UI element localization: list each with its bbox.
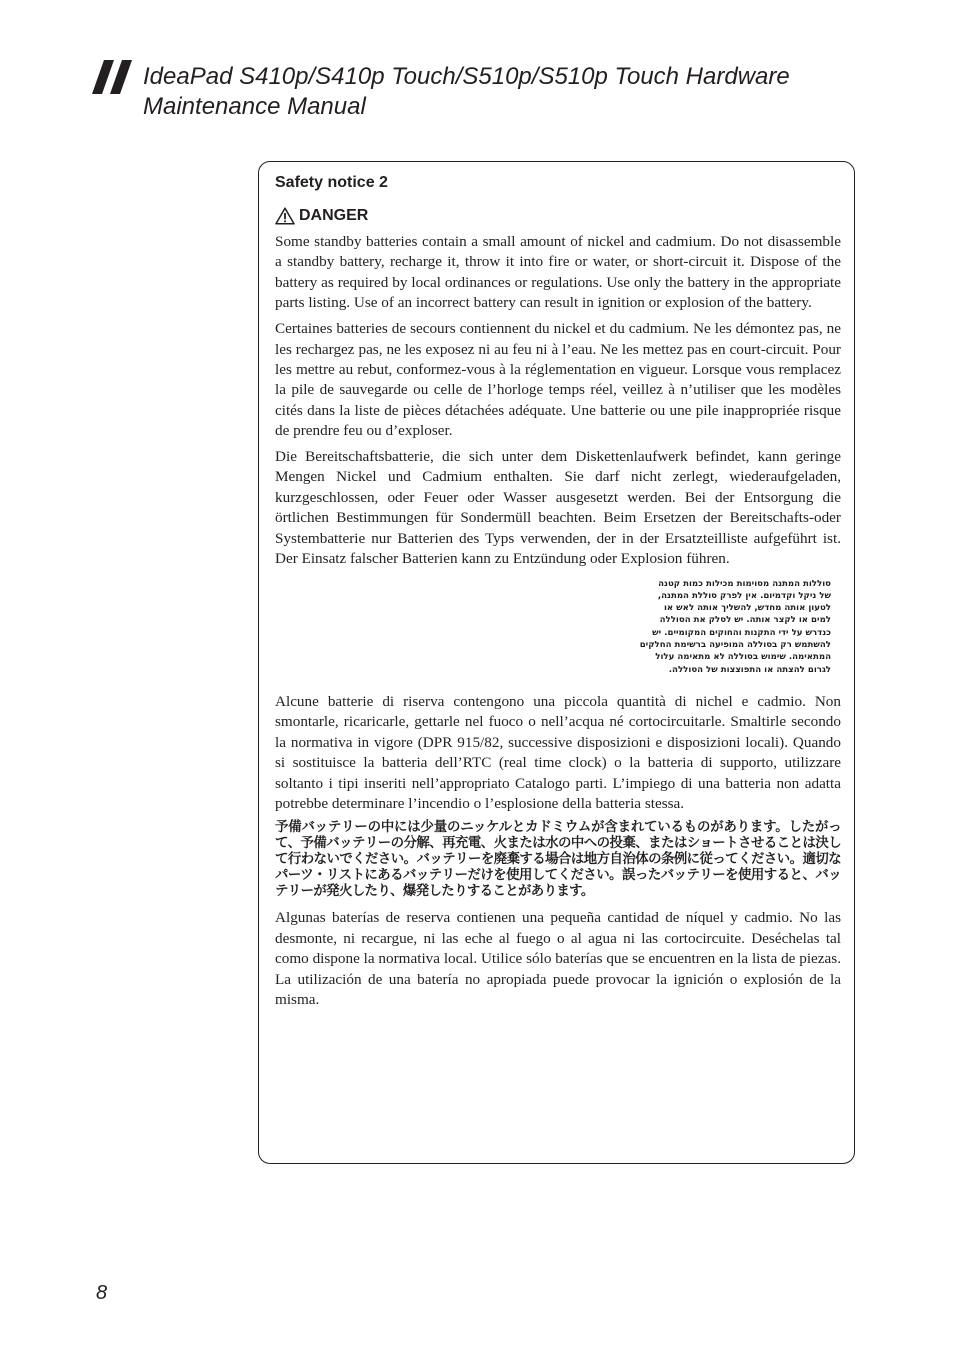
notice-paragraph-hebrew: [595, 578, 831, 676]
hebrew-line: למים או לקצר אותה. יש לסלק את הסוללה: [659, 615, 831, 626]
hebrew-line: לטעון אותה מחדש, להשליך אותה לאש או: [663, 603, 831, 614]
notice-paragraph-japanese: 予備バッテリーの中には少量のニッケルとカドミウムが含まれているものがあります。したがって、予備バッテリーの分解、再充電、火または水の中への投棄、またはショートさせることは決して行わないでください。バッテリーを廃棄する場合は地方自治体の条例に従ってください。適切なパーツ・リストにあるバッテリーだけを使用してください。誤ったバッテリーを使用すると、バッテリーが発火したり、爆発したりすることがあります。: [275, 820, 841, 899]
notice-paragraph-german: Die Bereitschaftsbatterie, die sich unter dem Diskettenlaufwerk befindet, kann geringe Mengen Nickel und Cadmium enthalten. Sie darf nicht zerlegt, wiederaufgeladen, kurzgeschlossen, oder Feuer oder Wasser ausgesetzt werden. Bei der Entsorgung die örtlichen Bestimmungen für Sondermüll beachten. Beim Ersetzen der Bereitschafts-oder Systembatterie nur Batterien des Typs verwenden, der in der Ersatzteilliste aufgeführt ist. Der Einsatz falscher Batterien kann zu Entzündung oder Explosion führen.: [275, 448, 841, 568]
hebrew-line: להשתמש רק בסוללה המופיעה ברשימת החלקים: [639, 639, 831, 650]
double-slash-logo-icon: [92, 60, 134, 94]
page-number: 8: [96, 1282, 108, 1304]
page-header-title: IdeaPad S410p/S410p Touch/S510p/S510p Touch Hardware Maintenance Manual: [143, 63, 790, 120]
danger-label: DANGER: [299, 207, 369, 224]
hebrew-line: כנדרש על ידי התקנות והחוקים המקומיים. יש: [652, 627, 831, 638]
danger-heading: [275, 205, 841, 227]
notice-paragraph-italian: Alcune batterie di riserva contengono una piccola quantità di nichel e cadmio. Non smontarle, ricaricarle, gettarle nel fuoco o nell’acqua né cortocircuitarle. Smaltirle secondo la normativa in vigore (DPR 915/82, successive disposizioni e disposizioni locali). Quando si sostituisce la batteria dell’RTC (real time clock) o la batteria di supporto, utilizzare soltanto i tipi inseriti nell’appropriato Catalogo parti. L’impiego di una batteria non adatta potrebbe determinare l’incendio o l’esplosione della batteria stessa.: [275, 692, 841, 812]
notice-paragraph-french: Certaines batteries de secours contiennent du nickel et du cadmium. Ne les démontez pas, ne les rechargez pas, ne les exposez ni au feu ni à l’eau. Ne les mettez pas en court-circuit. Pour les mettre au rebut, conformez-vous à la réglementation en vigueur. Lorsque vous remplacez la pile de sauvegarde ou celle de l’horloge temps réel, veillez à n’utiliser que les modèles cités dans la liste de pièces détachées adéquate. Une batterie ou une pile inappropriée risque de prendre feu ou d’exploser.: [275, 320, 841, 440]
notice-paragraph-spanish: Algunas baterías de reserva contienen una pequeña cantidad de níquel y cadmio. No las desmonte, ni recargue, ni las eche al fuego o al agua ni las cortocircuite. Deséchelas tal como dispone la normativa local. Utilice sólo baterías que se encuentren en la lista de piezas. La utilización de una batería no apropiada puede provocar la ignición o explosión de la misma.: [275, 909, 841, 1008]
hebrew-line: סוללות המתנה מסוימות מכילות כמות קטנה: [658, 578, 831, 589]
safety-notice-content: [275, 172, 841, 1016]
hebrew-line: המתאימה. שימוש בסוללה לא מתאימה עלול: [655, 652, 831, 663]
notice-paragraph-english: Some standby batteries contain a small amount of nickel and cadmium. Do not disassemble a standby battery, recharge it, throw it into fire or water, or short-circuit it. Dispose of the battery as required by local ordinances or regulations. Use only the battery in the appropriate parts listing. Use of an incorrect battery can result in ignition or explosion of the battery.: [275, 233, 841, 312]
safety-notice-title: Safety notice 2: [275, 174, 388, 191]
hebrew-line: של ניקל וקדמיום. אין לפרק סוללת המתנה,: [657, 590, 831, 601]
hebrew-line: לגרום להצתה או התפוצצות של הסוללה.: [668, 664, 831, 675]
warning-triangle-icon: [275, 207, 295, 225]
